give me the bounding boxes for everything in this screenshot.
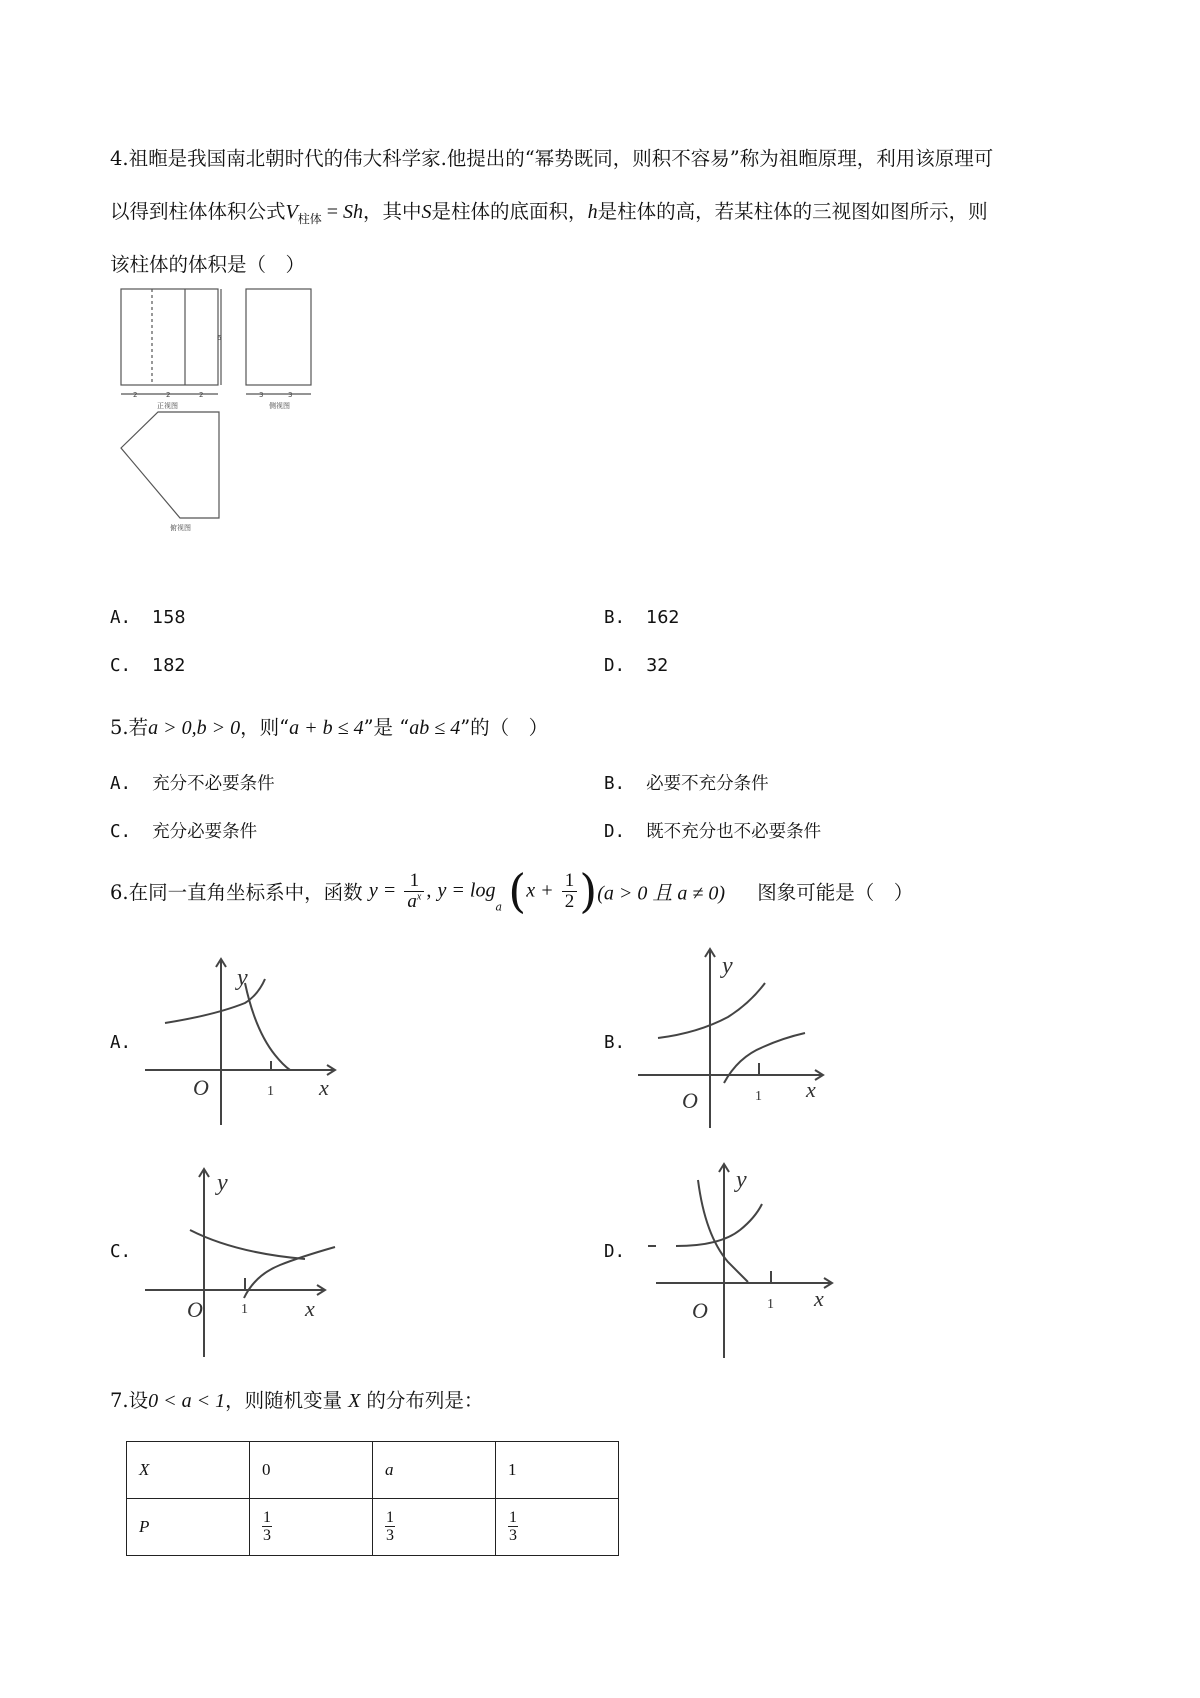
table-cell: 1: [496, 1442, 619, 1499]
fraction-denominator: 3: [263, 1527, 271, 1545]
table-row: [127, 1442, 619, 1499]
q5-option-a[interactable]: [110, 770, 275, 795]
q4-text: ，其中: [363, 200, 422, 223]
top-view-pentagon: [121, 412, 219, 518]
q4-option-c[interactable]: [110, 656, 186, 676]
fraction-denominator: 3: [386, 1527, 394, 1545]
fraction-1-over-a-x: [404, 871, 424, 912]
fraction-numerator: 1: [562, 871, 578, 892]
dim-label: 2: [166, 391, 171, 399]
side-view-rect: [246, 289, 311, 385]
dim-label: 3: [288, 391, 293, 399]
q4-option-d[interactable]: [604, 656, 668, 676]
q5-prop2: ab ≤ 4: [409, 717, 461, 739]
exponent: x: [416, 891, 422, 903]
q5-prop1: a + b ≤ 4: [289, 717, 364, 739]
graph-c[interactable]: [145, 1165, 345, 1360]
dim-label: 6: [217, 334, 222, 342]
option-letter: D.: [604, 822, 626, 842]
volume-symbol: V: [285, 201, 298, 223]
three-view-figure: [112, 285, 332, 535]
q6-y1: y =: [368, 879, 397, 902]
exponential-curve: [676, 1204, 762, 1246]
q4-text: 以得到柱体体积公式: [110, 200, 286, 223]
exponential-curve: [658, 983, 765, 1038]
q6-text: 6.在同一直角坐标系中，函数: [110, 881, 363, 904]
tick-label: 1: [267, 1084, 274, 1099]
volume-subscript: 柱体: [297, 212, 322, 226]
option-letter: A.: [110, 774, 132, 794]
x-label: x: [305, 1296, 315, 1321]
q7-text: 7.设: [110, 1389, 149, 1412]
s-symbol: S: [421, 201, 432, 223]
log-argument: x +: [526, 879, 554, 902]
fraction-numerator: 1: [404, 871, 424, 892]
dim-label: 2: [133, 391, 138, 399]
tick-label: 1: [755, 1089, 762, 1104]
origin-label: O: [193, 1075, 209, 1100]
probability-fraction: [508, 1509, 518, 1545]
graph-d-letter[interactable]: D.: [604, 1242, 626, 1262]
q7-stem: [110, 1385, 483, 1413]
q5-text: ”是 “: [363, 716, 410, 739]
option-value: 182: [152, 656, 186, 676]
origin-label: O: [682, 1088, 698, 1113]
option-value: 充分必要条件: [152, 822, 258, 842]
q5-option-d[interactable]: [604, 818, 821, 843]
x-label: x: [814, 1286, 824, 1311]
distribution-table: [126, 1441, 619, 1556]
option-value: 必要不充分条件: [646, 774, 769, 794]
q7-text: 的分布列是：: [366, 1389, 484, 1412]
graph-d[interactable]: [640, 1160, 840, 1360]
right-paren: ): [579, 864, 598, 918]
graph-a[interactable]: [145, 955, 345, 1130]
front-view-caption: 正视图: [157, 402, 178, 410]
q4-text: 是柱体的底面积，: [431, 200, 588, 223]
table-row: [127, 1499, 619, 1556]
graph-b-letter[interactable]: B.: [604, 1033, 626, 1053]
y-label: y: [722, 953, 733, 979]
q7-condition: 0 < a < 1: [148, 1390, 226, 1412]
q5-text: ”的（ ）: [460, 716, 549, 739]
fraction-denominator: a: [407, 890, 417, 912]
q5-condition: a > 0,b > 0: [148, 717, 241, 739]
probability-fraction: [262, 1509, 272, 1545]
option-letter: A.: [110, 608, 132, 628]
option-value: 158: [152, 608, 186, 628]
x-label: x: [806, 1077, 816, 1102]
q4-stem-line1: 4.祖暅是我国南北朝时代的伟大科学家.他提出的“幂势既同，则积不容易”称为祖暅原理，利用该原理可: [110, 147, 994, 170]
table-cell: [373, 1499, 496, 1556]
front-view-rect: [121, 289, 218, 385]
side-view-caption: 侧视图: [269, 402, 290, 410]
fraction-denominator: 2: [564, 890, 575, 912]
q4-text: 是柱体的高，若某柱体的三视图如图所示，则: [597, 200, 988, 223]
q7-text: ，则随机变量: [225, 1389, 343, 1412]
option-letter: D.: [604, 656, 626, 676]
probability-fraction: [385, 1509, 395, 1545]
h-symbol: h: [587, 201, 598, 223]
fraction-denominator: 3: [509, 1527, 517, 1545]
option-letter: C.: [110, 822, 132, 842]
log-curve: [245, 983, 290, 1070]
q5-stem: [110, 712, 548, 740]
graph-a-letter[interactable]: A.: [110, 1033, 132, 1053]
q5-text: 5.若: [110, 716, 149, 739]
fraction-numerator: 1: [386, 1508, 394, 1526]
graph-b[interactable]: [638, 945, 838, 1130]
left-paren: (: [508, 864, 527, 918]
table-cell: 0: [250, 1442, 373, 1499]
q5-option-c[interactable]: [110, 818, 257, 843]
option-value: 162: [646, 608, 680, 628]
q4-stem-line3: 该柱体的体积是（ ）: [110, 253, 306, 276]
graph-c-letter[interactable]: C.: [110, 1242, 132, 1262]
option-letter: B.: [604, 774, 626, 794]
x-label: x: [319, 1075, 329, 1100]
table-cell: [250, 1499, 373, 1556]
y-label: y: [217, 1170, 228, 1196]
q5-text: ，则“: [240, 716, 290, 739]
q6-stem: [110, 864, 914, 918]
q4-option-b[interactable]: [604, 608, 680, 628]
table-cell: X: [127, 1442, 250, 1499]
y-label: y: [237, 965, 248, 991]
table-cell: a: [373, 1442, 496, 1499]
table-cell: P: [127, 1499, 250, 1556]
table-cell: [496, 1499, 619, 1556]
exponential-curve: [190, 1230, 305, 1259]
tick-label: 1: [241, 1302, 248, 1317]
q4-option-a[interactable]: [110, 608, 186, 628]
origin-label: O: [692, 1298, 708, 1323]
fraction-1-over-2: [562, 871, 578, 912]
q5-option-b[interactable]: [604, 770, 769, 795]
option-value: 充分不必要条件: [152, 774, 275, 794]
top-view-caption: 俯视图: [170, 524, 191, 532]
option-letter: B.: [604, 608, 626, 628]
equals: =: [321, 201, 344, 223]
q7-variable: X: [348, 1390, 361, 1412]
y-label: y: [736, 1167, 747, 1193]
q4-stem-line2: [110, 196, 988, 224]
option-value: 32: [646, 656, 669, 676]
log-base: a: [495, 900, 503, 914]
dim-label: 3: [259, 391, 264, 399]
q6-condition: (a > 0 且 a ≠ 0): [597, 882, 726, 905]
option-letter: C.: [110, 656, 132, 676]
fraction-numerator: 1: [509, 1508, 517, 1526]
q6-separator: ,: [426, 879, 432, 902]
sh-symbol: Sh: [343, 201, 364, 223]
option-value: 既不充分也不必要条件: [646, 822, 822, 842]
tick-label: 1: [767, 1297, 774, 1312]
dim-label: 2: [199, 391, 204, 399]
q6-text: 图象可能是（ ）: [757, 881, 914, 904]
origin-label: O: [187, 1297, 203, 1322]
q6-y2: y = log: [437, 879, 496, 902]
fraction-numerator: 1: [263, 1508, 271, 1526]
